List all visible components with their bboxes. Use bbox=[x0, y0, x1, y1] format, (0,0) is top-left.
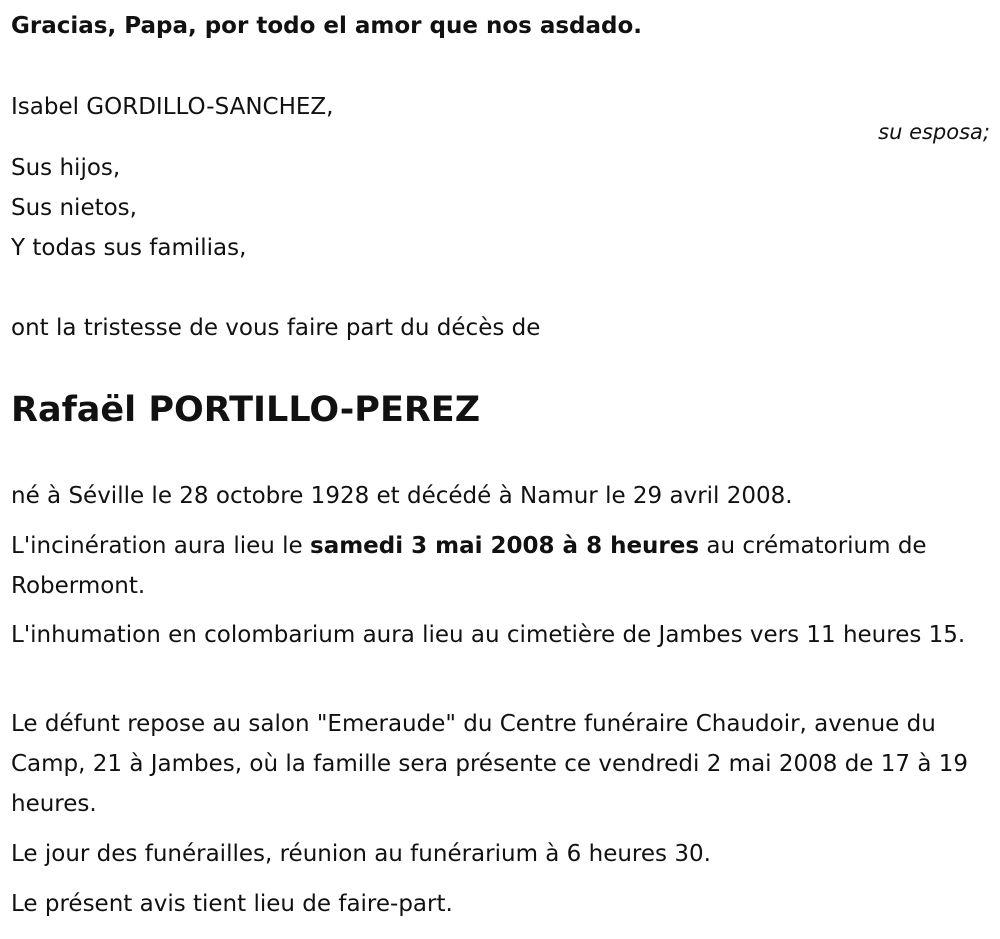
spouse-name: Isabel GORDILLO-SANCHEZ, bbox=[11, 94, 334, 120]
burial-paragraph: L'inhumation en colombarium aura lieu au cimetière de Jambes vers 11 heures 15. bbox=[11, 622, 966, 648]
salon-paragraph: Le défunt repose au salon "Emeraude" du Centre funéraire Chaudoir, avenue du Camp, 21 à Jambes, où la famille sera présente ce vendredi 2 mai 2008 de 17 à 19 heures. bbox=[11, 711, 969, 817]
birth-death-paragraph: né à Séville le 28 octobre 1928 et décédé à Namur le 29 avril 2008. bbox=[11, 483, 793, 509]
deceased-name: Rafaël PORTILLO-PEREZ bbox=[11, 390, 481, 430]
cremation-prefix: L'incinération aura lieu le bbox=[11, 533, 310, 559]
cremation-suffix: au crématorium de Robermont. bbox=[11, 533, 927, 599]
dedication-text: Gracias, Papa, por todo el amor que nos asdado. bbox=[11, 13, 643, 39]
grandchildren-line: Sus nietos, bbox=[11, 195, 137, 221]
notice-paragraph: Le présent avis tient lieu de faire-part. bbox=[11, 891, 453, 917]
cremation-date: samedi 3 mai 2008 à 8 heures bbox=[310, 533, 700, 559]
cremation-paragraph bbox=[11, 526, 986, 606]
spouse-role: su esposa; bbox=[878, 120, 990, 144]
families-line: Y todas sus familias, bbox=[11, 235, 247, 261]
meeting-paragraph: Le jour des funérailles, réunion au funérarium à 6 heures 30. bbox=[11, 841, 711, 867]
announcement-text: ont la tristesse de vous faire part du décès de bbox=[11, 315, 541, 341]
children-line: Sus hijos, bbox=[11, 155, 121, 181]
